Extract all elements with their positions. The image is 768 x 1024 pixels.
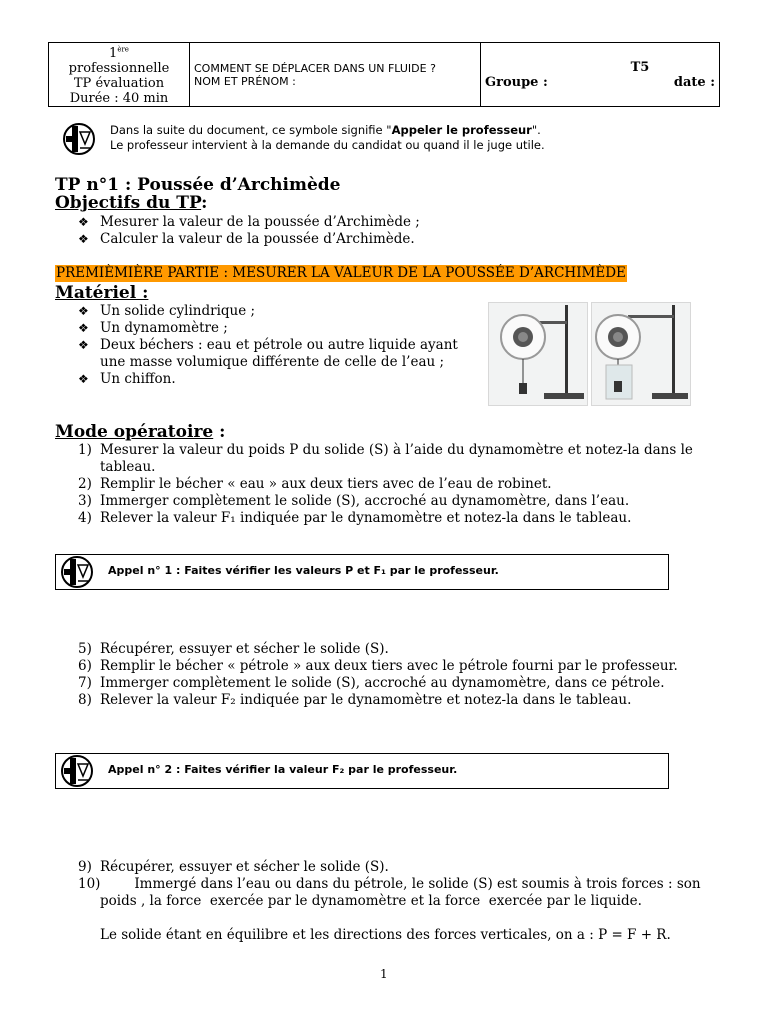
dynamometer-photo-liquid [591, 302, 691, 406]
objectives-heading: Objectifs du TP: [55, 193, 208, 213]
list-item: ❖ Mesurer la valeur de la poussée d’Archimède ; [78, 214, 420, 231]
step-text: Immerger complètement le solide (S), accroché au dynamomètre, dans ce pétrole. [100, 675, 665, 691]
materiel-heading: Matériel : [55, 283, 149, 303]
steps-list-c [78, 859, 718, 910]
list-item [78, 675, 718, 692]
list-item: ❖ Calculer la valeur de la poussée d’Archimède. [78, 231, 420, 248]
step-text: Récupérer, essuyer et sécher le solide (S). [100, 641, 389, 657]
call-1-text: Appel n° 1 : Faites vérifier les valeurs P et F₁ par le professeur. [108, 564, 499, 577]
list-item [78, 859, 718, 876]
list-item [78, 641, 718, 658]
step-number: 7) [78, 675, 92, 691]
objectives-heading-text: Objectifs du TP [55, 193, 202, 213]
steps-list-b [78, 641, 718, 709]
step-number: 10) [78, 876, 101, 892]
list-item: ❖ Un chiffon. [78, 371, 478, 388]
mode-heading: Mode opératoire : [55, 422, 226, 442]
list-item: ❖ Un dynamomètre ; [78, 320, 478, 337]
step-text: Relever la valeur F₂ indiquée par le dynamomètre et notez-la dans le tableau. [100, 692, 632, 708]
mode-heading-text: Mode opératoire [55, 422, 214, 442]
call-teacher-icon [61, 556, 93, 588]
header-subject: COMMENT SE DÉPLACER DANS UN FLUIDE ? [194, 61, 436, 75]
header-professionnelle: professionnelle [68, 61, 170, 77]
list-item [78, 493, 718, 510]
list-item: ❖ Deux béchers : eau et pétrole ou autre liquide ayant une masse volumique différente de celle de l’eau ; [78, 337, 478, 371]
objectives-list [78, 214, 420, 248]
notice-line1-pre: Dans la suite du document, ce symbole signifie " [110, 123, 392, 137]
header-level: 1ère [109, 46, 129, 62]
step-text: Récupérer, essuyer et sécher le solide (S). [100, 859, 389, 875]
step-text: Immergé dans l’eau ou dans du pétrole, le solide (S) est soumis à trois forces : son poids , la force exercée par le dynamomètre et la force exercée par le liquide. [100, 876, 705, 909]
list-item [78, 476, 718, 493]
list-item [78, 876, 718, 910]
step-number: 4) [78, 510, 92, 526]
header-duration: Durée : 40 min [69, 91, 169, 107]
header-code: T5 [630, 59, 650, 75]
list-item [78, 692, 718, 709]
header-group-cell [481, 43, 720, 107]
step-number: 2) [78, 476, 92, 492]
dynamometer-photo-air [488, 302, 588, 406]
steps-list-a [78, 442, 718, 527]
call-teacher-icon [63, 123, 95, 155]
call-2-text: Appel n° 2 : Faites vérifier la valeur F₂ par le professeur. [108, 763, 458, 776]
header-tp-evaluation: TP évaluation [73, 76, 165, 92]
list-item [78, 510, 718, 527]
notice-line1-bold: Appeler le professeur [391, 123, 532, 137]
step-text: Remplir le bécher « eau » aux deux tiers avec de l’eau de robinet. [100, 476, 552, 492]
notice-text [110, 123, 545, 153]
step-text: Remplir le bécher « pétrole » aux deux tiers avec le pétrole fourni par le professeur. [100, 658, 678, 674]
header-groupe-label: Groupe : [485, 74, 548, 90]
materiel-list [78, 303, 478, 388]
part1-banner: PREMIÈMIÈRE PARTIE : MESURER LA VALEUR DE LA POUSSÉE D’ARCHIMÈDE [56, 265, 626, 281]
header-table [48, 42, 720, 107]
step-text: Relever la valeur F₁ indiquée par le dynamomètre et notez-la dans le tableau. [100, 510, 632, 526]
list-item: ❖ Un solide cylindrique ; [78, 303, 478, 320]
notice-line1-post: ". [531, 123, 541, 137]
list-item [78, 658, 718, 675]
step-text: Immerger complètement le solide (S), accroché au dynamomètre, dans l’eau. [100, 493, 630, 509]
list-item [78, 442, 718, 476]
page-title: TP n°1 : Poussée d’Archimède [55, 175, 341, 195]
header-subject-cell [190, 43, 481, 107]
final-text: Le solide étant en équilibre et les directions des forces verticales, on a : P = F + R. [100, 927, 671, 943]
step-text: Mesurer la valeur du poids P du solide (S) à l’aide du dynamomètre et notez-la dans le tableau. [100, 442, 693, 475]
step-number: 3) [78, 493, 92, 509]
header-class-cell [49, 43, 190, 107]
header-name-label: NOM ET PRÉNOM : [194, 74, 296, 88]
header-date-label: date : [673, 74, 715, 90]
page-number: 1 [380, 967, 388, 981]
call-box-2 [55, 753, 669, 789]
step-number: 9) [78, 859, 92, 875]
step-number: 5) [78, 641, 92, 657]
step-number: 1) [78, 442, 92, 458]
call-teacher-icon [61, 755, 93, 787]
notice-line2: Le professeur intervient à la demande du candidat ou quand il le juge utile. [110, 138, 545, 152]
step-number: 8) [78, 692, 92, 708]
call-box-1 [55, 554, 669, 590]
step-number: 6) [78, 658, 92, 674]
